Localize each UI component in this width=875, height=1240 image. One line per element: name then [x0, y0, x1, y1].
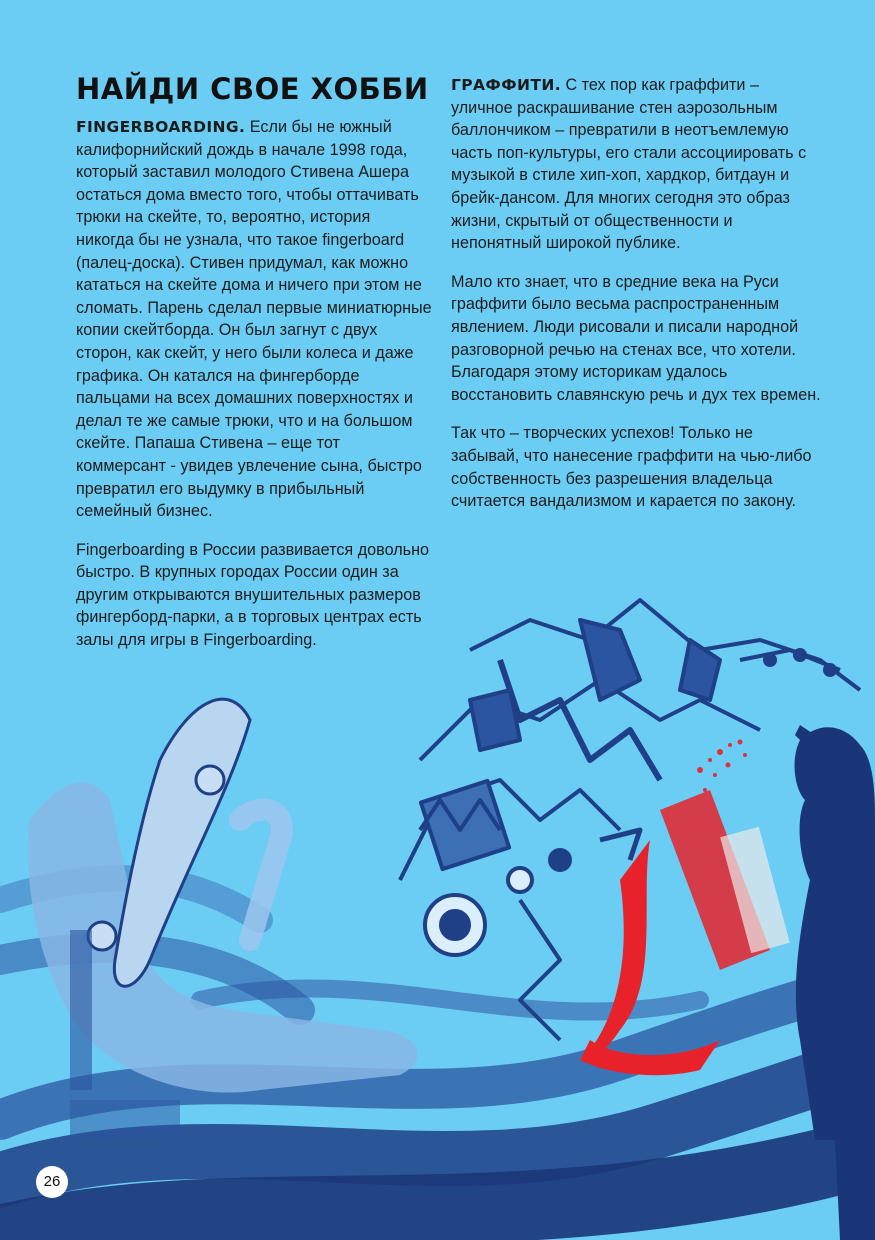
graffiti-paragraph — [451, 74, 821, 255]
fingerboarding-text: Если бы не южный калифорнийский дождь в начале 1998 года, который заставил молодого Стивена Ашера остаться дома вместо того, чтобы оттачивать трюки на скейте, то, вероятно, история никогда бы не узнала, что такое fingerboard (палец-доска). Стивен придумал, как можно кататься на скейте дома и ничего при этом не сломать. Парень сделал первые миниатюрные копии скейтборда. Он был загнут с двух сторон, как скейт, у него были колеса и даже графика. Он катался на фингерборде пальцами на всех домашних поверхностях и делал те же самые трюки, что и на большом скейте. Папаша Стивена – еще тот коммерсант - увидев увлечение сына, быстро превратил его выдумку в прибыльный семейный бизнес. — [76, 118, 432, 521]
graffiti-heading: ГРАФФИТИ. — [451, 76, 561, 94]
left-column — [76, 72, 432, 668]
page-title: НАЙДИ СВОЕ ХОББИ — [76, 72, 429, 106]
fingerboarding-heading: FINGERBOARDING. — [76, 118, 246, 136]
graffiti-text: С тех пор как граффити – уличное раскрашивание стен аэрозольным баллончиком – превратили в неотъемлемую часть поп-культуры, его стали ассоциировать с музыкой в стиле хип-хоп, хардкор, битдаун и брейк-дансом. Для многих сегодня это образ жизни, скрытый от общественности и непонятный широкой публике. — [451, 76, 807, 253]
graffiti-warning-paragraph: Так что – творческих успехов! Только не забывай, что нанесение граффити на чью-либо собственность без разрешения владельца считается вандализмом и карается по закону. — [451, 424, 812, 511]
graffiti-history-paragraph: Мало кто знает, что в средние века на Руси граффити было весьма распространенным явлением. Люди рисовали и писали народной разговорной речью на стенах все, что хотели. Благодаря этому историкам удалось восстановить славянскую речь и дух тех времен. — [451, 272, 821, 404]
fingerboarding-russia-paragraph: Fingerboarding в России развивается довольно быстро. В крупных городах России один за другим открываются внушительных размеров фингерборд-парки, а в торговых центрах есть залы для игры в Fingerboarding. — [76, 540, 430, 650]
right-column — [451, 74, 821, 529]
hand-fingerboard — [28, 699, 417, 1140]
fingerboarding-paragraph — [76, 116, 432, 523]
page-number: 26 — [36, 1166, 68, 1198]
